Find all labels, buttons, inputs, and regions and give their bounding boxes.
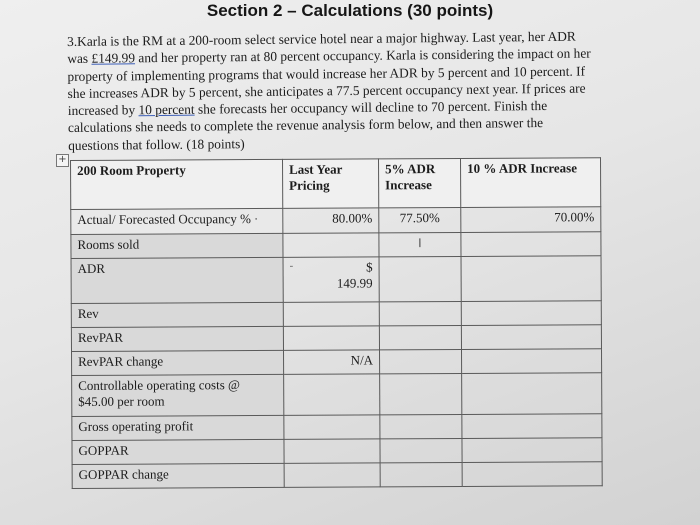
row-label: Controllable operating costs @ $45.00 per room bbox=[72, 374, 284, 416]
row-rooms-sold bbox=[71, 232, 601, 259]
cell-value[interactable] bbox=[284, 415, 380, 440]
row-label: Gross operating profit bbox=[72, 415, 284, 440]
text-cursor-icon[interactable]: I bbox=[379, 232, 461, 256]
cell-value[interactable] bbox=[461, 325, 601, 350]
cell-value[interactable] bbox=[462, 438, 602, 463]
cell-value[interactable] bbox=[283, 302, 379, 327]
cell-value[interactable]: 80.00% bbox=[283, 208, 379, 234]
cell-value[interactable] bbox=[380, 438, 462, 462]
cell-value[interactable] bbox=[461, 232, 601, 257]
row-gross-operating-profit bbox=[72, 414, 602, 441]
cell-value[interactable]: N/A bbox=[283, 350, 379, 375]
row-controllable-costs bbox=[72, 373, 602, 417]
table-header-row bbox=[71, 158, 601, 210]
section-title: Section 2 – Calculations (30 points) bbox=[206, 1, 494, 20]
cell-value[interactable] bbox=[461, 256, 601, 302]
cell-value[interactable] bbox=[283, 257, 379, 303]
row-revpar-change bbox=[72, 349, 602, 376]
row-occupancy bbox=[71, 207, 601, 235]
row-goppar-change bbox=[72, 462, 602, 489]
dot-mark: · bbox=[254, 212, 259, 227]
cell-value[interactable] bbox=[380, 462, 462, 486]
problem-text-1: 3.Karla is the RM at a 200-room select service hotel near a major highway. Last year, her ADR was bbox=[67, 28, 576, 67]
cell-value[interactable] bbox=[284, 439, 380, 464]
cell-value[interactable] bbox=[283, 326, 379, 351]
pct-increase-underlined: 10 percent bbox=[138, 101, 195, 118]
cell-value[interactable] bbox=[461, 301, 601, 326]
adr-amount-underlined: £149.99 bbox=[91, 50, 136, 67]
header-10pct: 10 % ADR Increase bbox=[460, 158, 600, 208]
header-property: 200 Room Property bbox=[71, 159, 283, 209]
cell-value[interactable] bbox=[379, 256, 461, 301]
row-label: Actual/ Forecasted Occupancy % · bbox=[71, 208, 283, 234]
row-label: Rev bbox=[71, 302, 283, 327]
row-label: Rooms sold bbox=[71, 233, 283, 258]
cell-value[interactable] bbox=[284, 463, 380, 488]
problem-statement bbox=[67, 27, 596, 154]
cell-value[interactable] bbox=[462, 462, 602, 487]
revenue-analysis-table bbox=[70, 157, 603, 489]
cell-value[interactable] bbox=[379, 301, 461, 325]
row-revpar bbox=[71, 325, 601, 352]
problem-text-2: and her property ran at 80 percent occupancy. Karla is considering the impact on her property of implementing programs that would increase her ADR by 5 percent and 10 percent. If she increases ADR by 5 percent, she anticipates a 77.5 percent occupancy next year. If prices are increased by bbox=[67, 45, 591, 119]
row-adr bbox=[71, 256, 601, 304]
cell-value[interactable] bbox=[379, 349, 461, 373]
row-label: RevPAR bbox=[71, 326, 283, 351]
cell-value[interactable] bbox=[462, 414, 602, 439]
cell-value[interactable] bbox=[380, 373, 462, 414]
header-last-year: Last Year Pricing bbox=[282, 159, 378, 209]
table-expand-icon[interactable]: + bbox=[56, 154, 69, 167]
dash-mark: - bbox=[289, 259, 294, 272]
row-goppar bbox=[72, 438, 602, 465]
cell-value[interactable]: 70.00% bbox=[461, 207, 601, 233]
cell-value[interactable] bbox=[283, 233, 379, 258]
adr-currency: $ bbox=[366, 259, 373, 275]
cell-value[interactable] bbox=[461, 349, 601, 374]
row-label: RevPAR change bbox=[72, 350, 284, 375]
row-label: GOPPAR bbox=[72, 439, 284, 464]
cell-value[interactable]: 77.50% bbox=[379, 207, 461, 232]
cell-value[interactable] bbox=[284, 374, 380, 416]
cell-value[interactable] bbox=[380, 414, 462, 438]
problem-text-3: she forecasts her occupancy will decline to 70 percent. Finish the calculations she needs to complete the revenue analysis form below, and then answer the questions that follow. (18 points) bbox=[67, 98, 548, 153]
row-label: GOPPAR change bbox=[72, 463, 284, 488]
row-rev bbox=[71, 301, 601, 328]
cell-value[interactable] bbox=[462, 373, 602, 415]
cell-value[interactable] bbox=[379, 325, 461, 349]
adr-value: 149.99 bbox=[336, 275, 373, 291]
header-5pct: 5% ADR Increase bbox=[378, 158, 460, 207]
row-label: ADR bbox=[71, 257, 283, 303]
